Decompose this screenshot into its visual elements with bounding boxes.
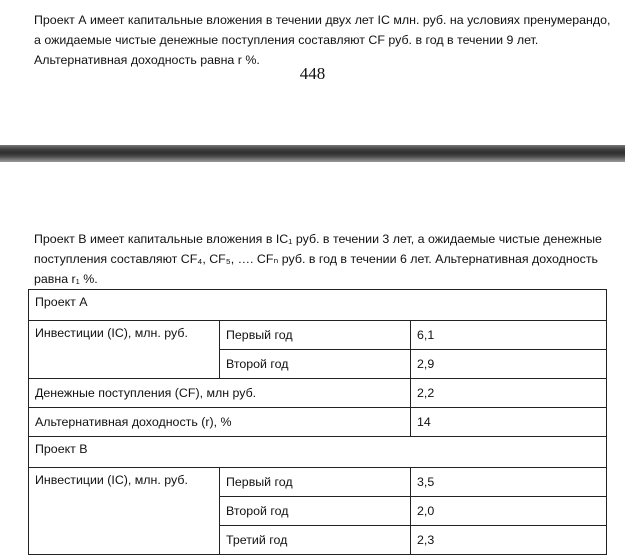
project-a-year1-label: Первый год	[220, 321, 411, 350]
page-number: 448	[299, 64, 326, 83]
project-a-rate-label: Альтернативная доходность (r), %	[29, 408, 411, 437]
table-row	[29, 379, 607, 408]
table-row	[29, 408, 607, 437]
project-b-year1-value: 3,5	[411, 468, 607, 497]
table-row	[29, 468, 607, 497]
project-a-year1-value: 6,1	[411, 321, 607, 350]
table-row	[29, 437, 607, 468]
project-b-year2-value: 2,0	[411, 497, 607, 526]
project-b-investments-label: Инвестиции (IC), млн. руб.	[29, 468, 220, 555]
project-a-investments-label: Инвестиции (IC), млн. руб.	[29, 321, 220, 379]
page-separator	[0, 145, 625, 162]
project-b-year3-value: 2,3	[411, 526, 607, 555]
project-a-cashflow-label: Денежные поступления (CF), млн руб.	[29, 379, 411, 408]
problem-b-text: Проект В имеет капитальные вложения в IC₁ руб. в течении 3 лет, а ожидаемые чистые денежные поступления составляют CF₄, CF₅, …. CFₙ руб. в год в течении 6 лет. Альтернативная доходность равна r₁ %.	[34, 232, 602, 286]
table-row	[29, 290, 607, 321]
project-a-year2-label: Второй год	[220, 350, 411, 379]
project-a-year2-value: 2,9	[411, 350, 607, 379]
project-a-rate-value: 14	[411, 408, 607, 437]
project-a-cashflow-value: 2,2	[411, 379, 607, 408]
project-b-year1-label: Первый год	[220, 468, 411, 497]
project-b-year2-label: Второй год	[220, 497, 411, 526]
project-b-year3-label: Третий год	[220, 526, 411, 555]
problem-a-text: Проект А имеет капитальные вложения в течении двух лет IC млн. руб. на условиях пренумерандо, а ожидаемые чистые денежные поступления составляют CF руб. в год в течении 9 лет. Альтернативная доходность равна r %.	[34, 13, 611, 67]
table-row	[29, 321, 607, 350]
project-b-title: Проект В	[29, 437, 607, 468]
project-a-title: Проект А	[29, 290, 607, 321]
data-table	[28, 289, 607, 555]
